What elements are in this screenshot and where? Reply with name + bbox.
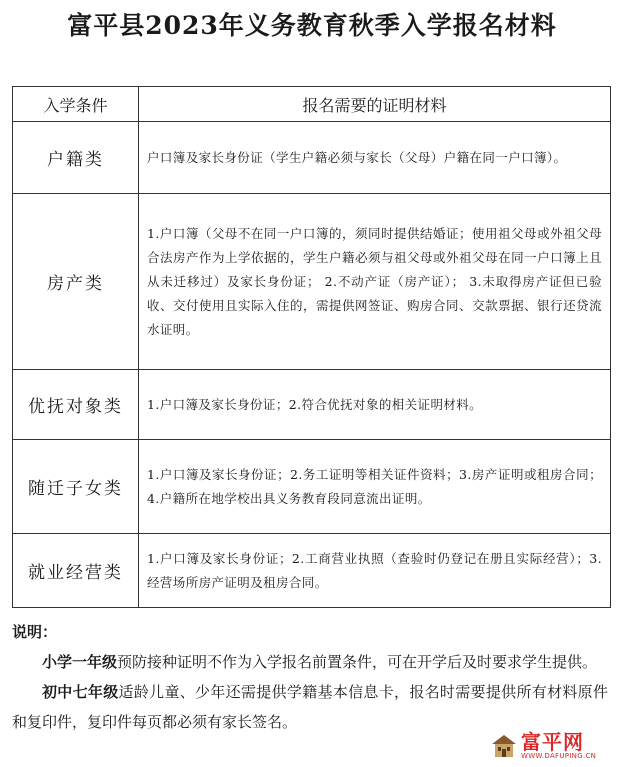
document-title: 富平县2023年义务教育秋季入学报名材料: [67, 11, 557, 40]
note-item: [12, 677, 608, 737]
table-header-row: [13, 87, 611, 122]
note-item: [12, 647, 608, 677]
header-materials: 报名需要的证明材料: [139, 87, 611, 122]
row-materials: 1.户口簿及家长身份证；2.符合优抚对象的相关证明材料。: [139, 370, 611, 440]
table-row: [13, 440, 611, 534]
note-item-label: 小学一年级: [42, 653, 118, 671]
watermark-logo: [490, 731, 618, 761]
materials-table: [12, 86, 611, 608]
row-materials: 1.户口簿（父母不在同一户口簿的，须同时提供结婚证；使用祖父母或外祖父母合法房产作为上学依据的，学生户籍必须与祖父母或外祖父母在同一户口簿上且从未迁移过）及家长身份证； 2.不动产证（房产证）； 3.未取得房产证但已验收、交付使用且实际入住的，需提供网签证、购房合同、交款票据、银行还贷流水证明。: [139, 194, 611, 370]
row-materials: 户口簿及家长身份证（学生户籍必须与家长（父母）户籍在同一户口簿）。: [139, 122, 611, 194]
note-item-text: 适龄儿童、少年还需提供学籍基本信息卡，报名时需要提供所有材料原件和复印件，复印件每页都必须有家长签名。: [12, 683, 608, 731]
table-row: [13, 534, 611, 608]
row-materials: 1.户口簿及家长身份证；2.务工证明等相关证件资料；3.房产证明或租房合同；4.户籍所在地学校出具义务教育段同意流出证明。: [139, 440, 611, 534]
row-materials: 1.户口簿及家长身份证；2.工商营业执照（查验时仍登记在册且实际经营）；3.经营场所房产证明及租房合同。: [139, 534, 611, 608]
table-row: [13, 122, 611, 194]
row-condition: 房产类: [13, 194, 139, 370]
row-condition: 就业经营类: [13, 534, 139, 608]
row-condition: 户籍类: [13, 122, 139, 194]
notes-section: [12, 617, 608, 737]
row-condition: 优抚对象类: [13, 370, 139, 440]
note-item-text: 预防接种证明不作为入学报名前置条件，可在开学后及时要求学生提供。: [117, 653, 598, 671]
row-condition: 随迁子女类: [13, 440, 139, 534]
watermark-url: WWW.DAFUPING.CN: [521, 752, 597, 760]
table-row: [13, 194, 611, 370]
header-condition: 入学条件: [13, 87, 139, 122]
house-icon: [490, 732, 518, 760]
watermark-brand: [521, 732, 596, 760]
notes-heading: 说明：: [12, 623, 58, 641]
watermark-name: 富平网: [521, 730, 584, 754]
table-row: [13, 370, 611, 440]
note-item-label: 初中七年级: [42, 683, 119, 701]
